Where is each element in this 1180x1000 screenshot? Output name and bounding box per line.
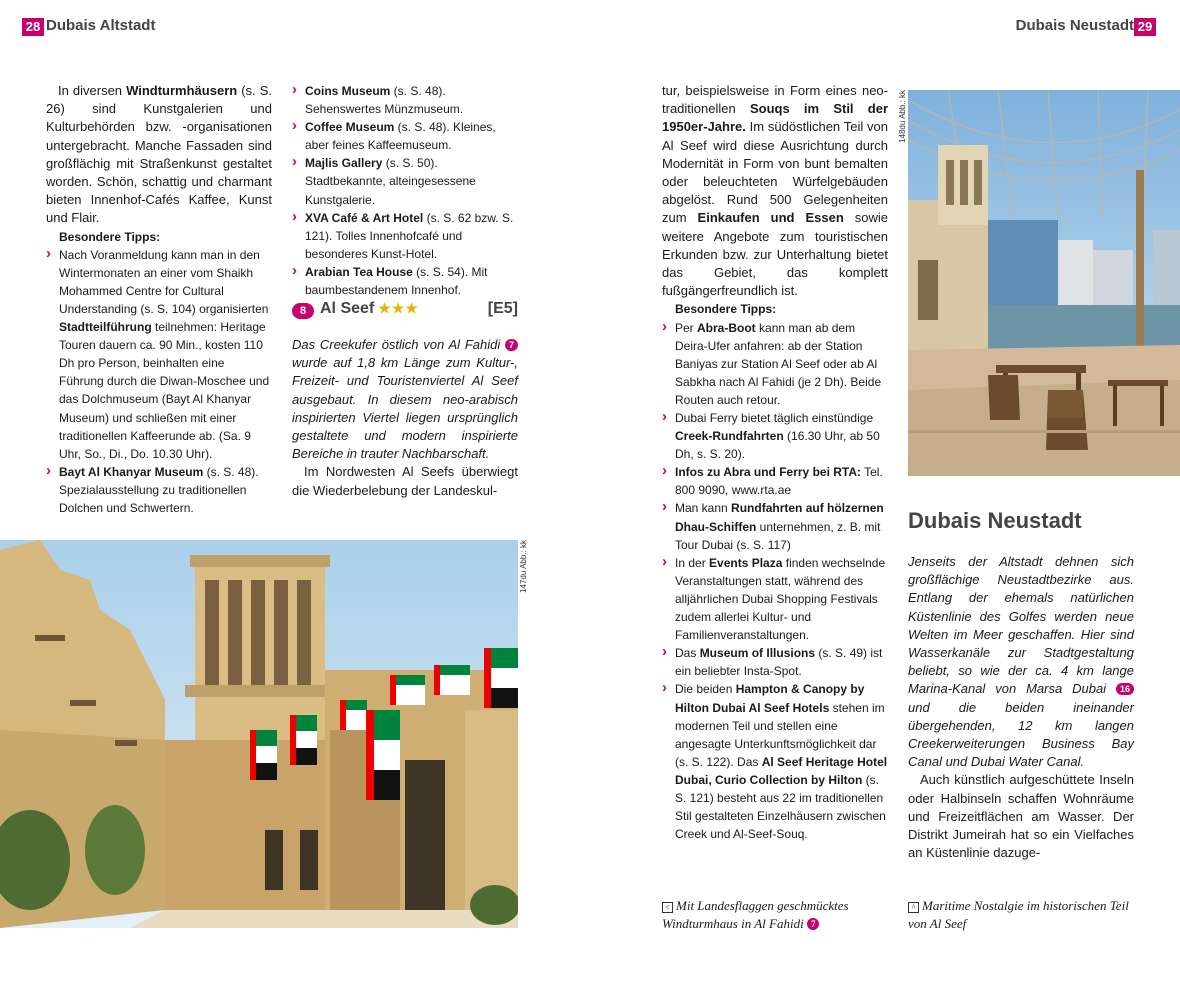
arrow-left-icon: < bbox=[662, 902, 673, 913]
intro-paragraph: In diversen Windturmhäusern (s. S. 26) sind Kunstgalerien und Kulturbehörden bzw. -organisationen untergebracht. Manche Fassaden sind großflächig mit Straßenkunst gestaltet worden. Schön, schattig und charmant bieten Innenhof-Cafés Kaffee, Kunst und Flair. bbox=[46, 83, 273, 226]
bold-term: Creek-Rundfahrten bbox=[675, 429, 784, 444]
tip-item: › Coins Museum (s. S. 48). Sehenswertes Münzmuseum. bbox=[292, 82, 518, 118]
page-number-left: 28 bbox=[22, 18, 44, 36]
location-badge: 7 bbox=[807, 918, 820, 930]
column-3 bbox=[662, 82, 888, 843]
page-number-right: 29 bbox=[1134, 18, 1156, 36]
tip-item: › Bayt Al Khanyar Museum (s. S. 48). Spezialausstellung zu traditionellen Dolchen und Schwertern. bbox=[46, 463, 272, 517]
caption-text: Maritime Nostalgie im historischen Teil von Al Seef bbox=[908, 898, 1129, 931]
tips-heading: Besondere Tipps: bbox=[59, 229, 161, 244]
tip-item: › Per Abra-Boot kann man ab dem Deira-Ufer anfahren: ab der Station Baniyas zur Station Al Seef oder ab Al Sabkha nach Al Fahidi (je 2 Dh). Beide Routen auch retour. bbox=[662, 319, 888, 409]
tips-list bbox=[662, 319, 888, 844]
section-heading-al-seef bbox=[292, 300, 518, 322]
map-grid-reference: [E5] bbox=[487, 300, 518, 317]
bold-term: Hampton & Canopy by Hilton Dubai Al Seef Hotels bbox=[675, 682, 865, 715]
body-paragraph: tur, beispielsweise in Form eines neo-traditionellen Souqs im Stil der 1950er-Jahre. Im südöstlichen Teil von Al Seef wird diese Ausrichtung durch Modernität in Form von bunt bemalten oder beleuchteten Würfelgebäuden abgelöst. Rund 500 Gelegenheiten zum Einkaufen und Essen sowie weitere Angebote zum touristischen Erkunden bzw. zur Unterhaltung bietet das Gebiet, das komplett fußgängerfreundlich ist. bbox=[662, 83, 888, 299]
tip-item: › Nach Voranmeldung kann man in den Wintermonaten an einer vom Shaikh Mohammed Centre for Cultural Understanding (s. S. 104) organisierten Stadtteilführung teilnehmen: Heritage Touren dauern ca. 90 Min., kosten 110 Dh pro Person, beinhalten eine Führung durch die Diwan-Moschee und das Dolchmuseum (Bayt Al Khanyar Museum) und schließen mit einer traditionellen Kaffeerunde ab. (Sa. 9 Uhr, So., Di., Do. 10.30 Uhr). bbox=[46, 246, 272, 463]
section-number-badge: 8 bbox=[292, 303, 314, 319]
tips-heading: Besondere Tipps: bbox=[675, 302, 777, 317]
bold-term: Abra-Boot bbox=[697, 320, 756, 335]
bold-term: Events Plaza bbox=[709, 555, 783, 570]
column-2-text bbox=[292, 336, 518, 500]
caption-left-photo bbox=[662, 897, 888, 933]
tip-item: › XVA Café & Art Hotel (s. S. 62 bzw. S. 121). Tolles Innenhofcafé und besonderes Kunst-Hotel. bbox=[292, 209, 518, 263]
bold-term: Infos zu Abra und Ferry bei RTA: bbox=[675, 465, 862, 480]
tip-item: › Arabian Tea House (s. S. 54). Mit baumbestandenem Innenhof. bbox=[292, 263, 518, 299]
bold-term: Stadtteilführung bbox=[59, 320, 152, 335]
bold-term: Einkaufen und Essen bbox=[697, 210, 844, 226]
column-1 bbox=[46, 82, 272, 517]
running-head-right: Dubais Neustadt bbox=[1015, 17, 1134, 34]
column-4 bbox=[908, 553, 1134, 862]
location-badge: 7 bbox=[505, 339, 518, 351]
al-seef-terrace-image bbox=[908, 90, 1180, 476]
section-title: Al Seef bbox=[320, 300, 375, 317]
running-head-left: Dubais Altstadt bbox=[46, 17, 156, 34]
bold-term: Museum of Illusions bbox=[699, 646, 816, 661]
arrow-up-icon: ^ bbox=[908, 902, 919, 913]
bold-term: Coffee Museum bbox=[305, 120, 395, 135]
bold-term: Arabian Tea House bbox=[305, 264, 413, 279]
windtower-house-image bbox=[0, 540, 518, 928]
photo-al-seef-terrace bbox=[908, 90, 1180, 476]
photo-credit-left: 147du Abb.: kk bbox=[519, 540, 528, 593]
body-paragraph: Auch künstlich aufgeschüttete Inseln oder Halbinseln schaffen Wohnräume und Freizeitflächen am Wasser. Der Distrikt Jumeirah hat so ein Vielfaches an Küstenlinie dazuge- bbox=[908, 772, 1134, 861]
photo-credit-right: 148du Abb.: kk bbox=[898, 90, 907, 143]
bold-term: Bayt Al Khanyar Museum bbox=[59, 464, 204, 479]
tip-item: › Infos zu Abra und Ferry bei RTA: Tel. 800 9090, www.rta.ae bbox=[662, 463, 888, 499]
tip-item: › Majlis Gallery (s. S. 50). Stadtbekannte, alteingesessene Kunstgalerie. bbox=[292, 154, 518, 208]
tip-item: › Die beiden Hampton & Canopy by Hilton Dubai Al Seef Hotels stehen im modernen Teil und stellen eine angesagte Unterkunftsmöglichkeit dar (s. S. 122). Das Al Seef Heritage Hotel Dubai, Curio Collection by Hilton (s. S. 121) besteht aus 22 im traditionellen Stil gestalteten Einzelhäusern zwischen Creek und Al-Seef-Souq. bbox=[662, 680, 888, 843]
location-badge: 16 bbox=[1116, 683, 1134, 695]
caption-text: Mit Landesflaggen geschmücktes Windturmhaus in Al Fahidi 7 bbox=[662, 898, 849, 931]
bold-term: Windturmhäusern bbox=[126, 83, 238, 98]
bold-term: Coins Museum bbox=[305, 84, 391, 98]
tips-list bbox=[292, 82, 518, 299]
bold-term: XVA Café & Art Hotel bbox=[305, 210, 424, 225]
caption-right-photo bbox=[908, 897, 1134, 933]
bold-term: Al Seef Heritage Hotel Dubai, Curio Collection by Hilton bbox=[675, 754, 888, 787]
bold-term: Majlis Gallery bbox=[305, 156, 383, 171]
lead-paragraph: Das Creekufer östlich von Al Fahidi 7 wurde auf 1,8 km Länge zum Kultur-, Freizeit- und Touristenviertel Al Seef ausgebaut. In diesem neo-arabisch inspirierten Viertel liegen ursprünglich gestaltete und modern inspirierte Bereiche in trauter Nachbarschaft. bbox=[292, 337, 518, 462]
tip-item: › In der Events Plaza finden wechselnde Veranstaltungen statt, während des alljährlichen Dubai Shopping Festivals zudem allerlei Kultur- und Familienveranstaltungen. bbox=[662, 554, 888, 644]
tips-list bbox=[46, 246, 272, 517]
chapter-heading: Dubais Neustadt bbox=[908, 508, 1082, 533]
photo-windtower-house bbox=[0, 540, 518, 928]
bold-term: Rundfahrten auf hölzernen Dhau-Schiffen bbox=[675, 501, 884, 534]
tip-item: › Dubai Ferry bietet täglich einstündige Creek-Rundfahrten (16.30 Uhr, ab 50 Dh, s. S. 20). bbox=[662, 409, 888, 463]
body-paragraph: Im Nordwesten Al Seefs überwiegt die Wiederbelebung der Landeskul- bbox=[292, 464, 518, 498]
bold-term: Souqs im Stil der 1950er-Jahre. bbox=[662, 101, 888, 135]
column-2-tips bbox=[292, 82, 518, 299]
tip-item: › Coffee Museum (s. S. 48). Kleines, aber feines Kaffeemuseum. bbox=[292, 118, 518, 154]
lead-paragraph: Jenseits der Altstadt dehnen sich großflächige Neustadtbezirke aus. Entlang der ehemals natürlichen Küstenlinie des Golfes werden neue Welten im Meer geschaffen. Hier sind Wasserkanäle zur Stadtgestaltung beliebt, so wie der ca. 4 km lange Marina-Kanal von Marsa Dubai 16 und die beiden ineinander übergehenden, 12 km langen Creekerweiterungen Business Bay Canal und Dubai Water Canal. bbox=[908, 554, 1134, 770]
tip-item: › Man kann Rundfahrten auf hölzernen Dhau-Schiffen unternehmen, z. B. mit Tour Dubai (s. S. 117) bbox=[662, 499, 888, 553]
star-rating: ★★★ bbox=[378, 300, 419, 316]
tip-item: › Das Museum of Illusions (s. S. 49) ist ein beliebter Insta-Spot. bbox=[662, 644, 888, 680]
